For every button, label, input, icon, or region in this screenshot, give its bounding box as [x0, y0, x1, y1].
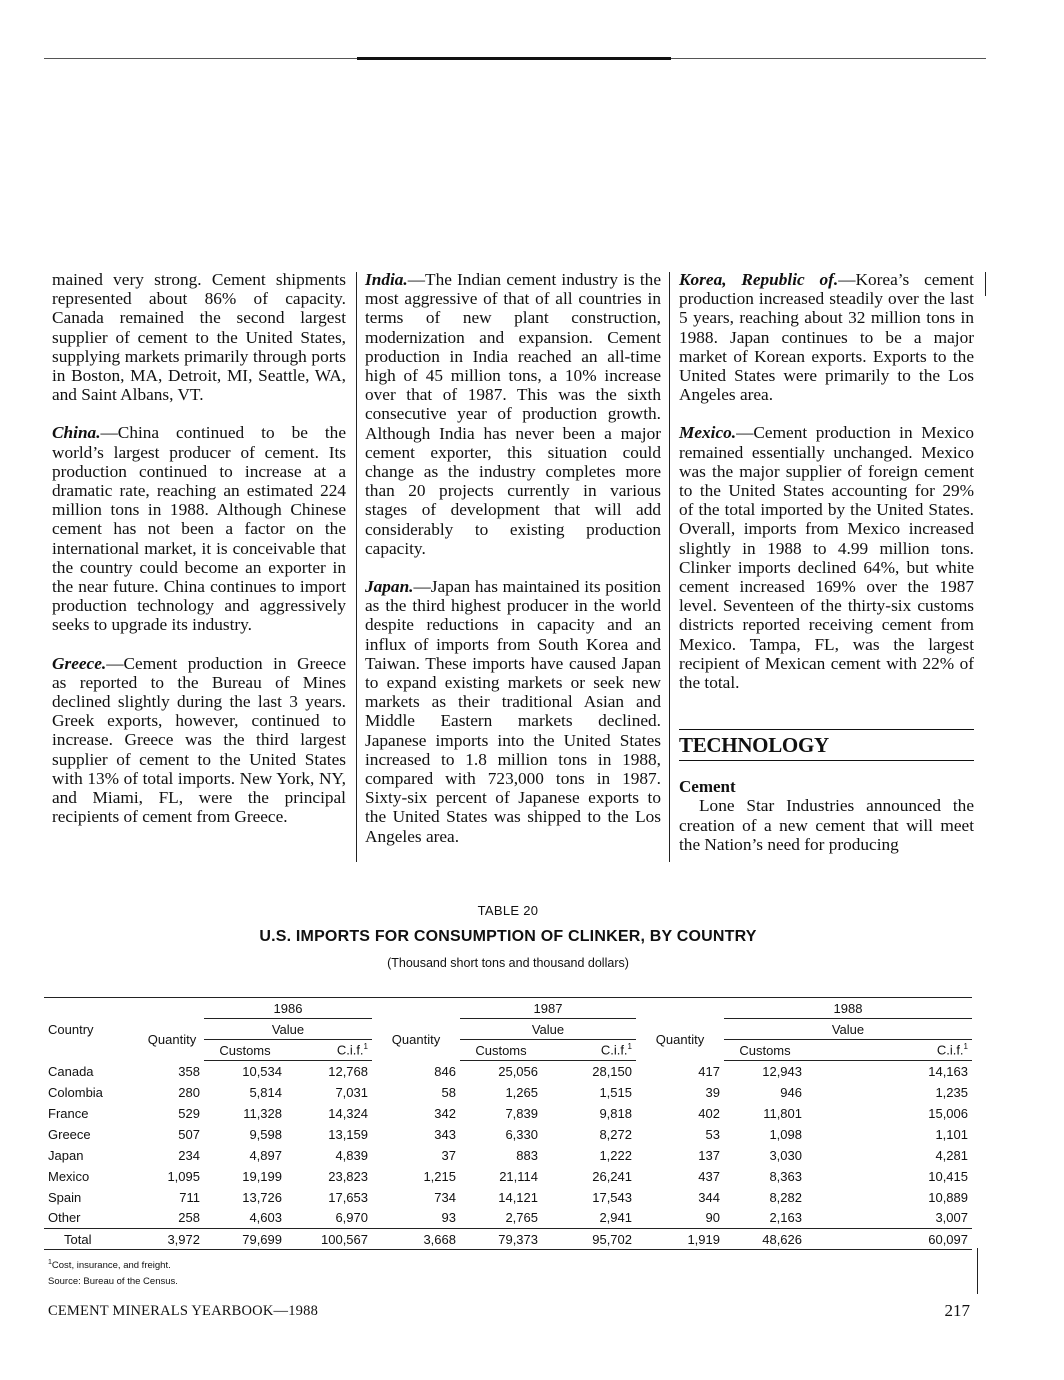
table-row [44, 1208, 972, 1229]
table-cell: 12,943 [762, 1063, 802, 1079]
table-cell: 280 [178, 1084, 200, 1100]
top-rule-accent [357, 57, 671, 60]
china-body: —China continued to be the world’s largest producer of cement. Its production continued to increase at a dramatic rate, reaching an estimated 224 million tons in 1988. Although Chinese cement has not been a factor on the international market, it is conceivable that the country could become an exporter in the near future. China continues to import production technology and aggressively seeks to upgrade its industry. [52, 423, 346, 635]
header-customs-1987: Customs [460, 1040, 542, 1061]
header-value-1987: Value [460, 1019, 636, 1040]
paragraph-canada-continued: mained very strong. Cement shipments represented about 86% of capacity. Canada remained the second largest supplier of cement to the United States, supplying markets primarily through ports in Boston, MA, Detroit, MI, Seattle, WA, and Saint Albans, VT. [52, 270, 346, 405]
table-cell: 10,889 [928, 1189, 968, 1205]
heading-greece: Greece. [52, 653, 107, 673]
table-cell: 39 [705, 1084, 720, 1100]
korea-body: —Korea’s cement production increased steadily over the last 5 years, reaching about 32 million tons in 1988. Japan continues to be a major market of Korean exports. Exports to the United States were primarily to the Los Angeles area. [679, 270, 974, 405]
header-customs-1988: Customs [724, 1040, 806, 1061]
table-cell: 93 [441, 1210, 456, 1226]
table-cell: 1,222 [599, 1147, 632, 1163]
table-cell: 79,373 [460, 1229, 542, 1250]
table-cell: 507 [178, 1126, 200, 1142]
header-row-years [44, 998, 972, 1019]
text-column-1 [52, 270, 346, 826]
country-cell: Other [48, 1210, 81, 1226]
table-cell: 1,235 [935, 1084, 968, 1100]
page-number: 217 [944, 1301, 970, 1320]
table-cell: 2,163 [769, 1210, 802, 1226]
table-source: Source: Bureau of the Census. [48, 1276, 178, 1287]
table-cell: 3,668 [372, 1229, 460, 1250]
table-cell: 53 [705, 1126, 720, 1142]
table-cell: 25,056 [498, 1063, 538, 1079]
table-cell: 15,006 [928, 1105, 968, 1121]
country-cell: Greece [48, 1126, 91, 1142]
mexico-body: —Cement production in Mexico remained essentially unchanged. Mexico was the major supplier of foreign cement to the United States accounting for 29% of the total imported by the United States. Overall, imports from Mexico increased slightly in 1988 to 4.99 million tons. Clinker imports declined 64%, but white cement increased 169% over the 1987 level. Seventeen of the thirty-six customs districts reported receiving cement from Mexico. Tampa, FL, was the largest recipient of Mexican cement with 22% of the total. [679, 423, 974, 693]
header-quantity-1987: Quantity [391, 1032, 441, 1047]
table-cell: 23,823 [328, 1168, 368, 1184]
table-cell: 2,765 [505, 1210, 538, 1226]
table-cell: 734 [434, 1189, 456, 1205]
table-cell: 19,199 [242, 1168, 282, 1184]
header-value-1986: Value [204, 1019, 372, 1040]
text-column-3 [679, 270, 974, 854]
table-cell: 17,653 [328, 1189, 368, 1205]
table-cell: 79,699 [204, 1229, 286, 1250]
table-cell: 13,159 [328, 1126, 368, 1142]
table-body [44, 1061, 972, 1229]
country-cell: Mexico [48, 1168, 90, 1184]
table-cell: 37 [441, 1147, 456, 1163]
table-row [44, 1145, 972, 1166]
table-cell: 17,543 [592, 1189, 632, 1205]
table-cell: 6,970 [335, 1210, 368, 1226]
table-cell: 100,567 [286, 1229, 372, 1250]
table-cell: 529 [178, 1105, 200, 1121]
table-cell: 58 [441, 1084, 456, 1100]
table-cell: 1,095 [167, 1168, 200, 1184]
table-cell: 8,272 [599, 1126, 632, 1142]
table-cell: 358 [178, 1063, 200, 1079]
table-cell: 10,415 [928, 1168, 968, 1184]
table-cell: 343 [434, 1126, 456, 1142]
table-row [44, 1166, 972, 1187]
paragraph-greece [52, 654, 346, 827]
header-customs-1986: Customs [204, 1040, 286, 1061]
paragraph-technology: Lone Star Industries announced the creation of a new cement that will meet the Nation’s need for producing [679, 796, 974, 854]
table-cell: 402 [698, 1105, 720, 1121]
table-cell: 12,768 [328, 1063, 368, 1079]
header-quantity-1988: Quantity [655, 1032, 705, 1047]
table-20 [44, 903, 972, 1247]
table-cell: 2,941 [599, 1210, 632, 1226]
table-cell: 1,919 [636, 1229, 724, 1250]
imports-table [44, 997, 972, 1250]
header-cif-1988: C.i.f.$^1$ [806, 1040, 972, 1061]
table-cell: 437 [698, 1168, 720, 1184]
table-cell: 883 [516, 1147, 538, 1163]
table-cell: 4,897 [249, 1147, 282, 1163]
country-cell: Japan [48, 1147, 84, 1163]
table-cell: 90 [705, 1210, 720, 1226]
paragraph-korea [679, 270, 974, 404]
table-cell: 3,972 [140, 1229, 204, 1250]
header-value-1988: Value [724, 1019, 972, 1040]
japan-body: —Japan has maintained its position as the third highest producer in the world despite reductions in capacity and an influx of imports from South Korea and Taiwan. These imports have caused Japan to expand existing markets or seek new markets as their traditional Asian and Middle Eastern markets declined. Japanese imports into the United States increased to 1.8 million tons in 1988, compared with 723,000 tons in 1987. Sixty-six percent of Japanese exports to the United States was shipped to the Los Angeles area. [365, 577, 661, 846]
table-cell: 14,324 [328, 1105, 368, 1121]
section-title-box [679, 729, 974, 761]
table-cell: 48,626 [724, 1229, 806, 1250]
table-row [44, 1187, 972, 1208]
column-divider-3 [985, 272, 986, 296]
table-cell: 417 [698, 1063, 720, 1079]
table-cell: 1,265 [505, 1084, 538, 1100]
country-cell: France [48, 1105, 89, 1121]
table-cell: 3,007 [935, 1210, 968, 1226]
table-cell: 258 [178, 1210, 200, 1226]
total-label: Total [44, 1229, 140, 1250]
header-quantity-1986: Quantity [147, 1032, 197, 1047]
table-cell: 137 [698, 1147, 720, 1163]
column-divider-1 [356, 272, 357, 862]
table-cell: 1,515 [599, 1084, 632, 1100]
country-cell: Colombia [48, 1084, 103, 1100]
table-cell: 4,281 [935, 1147, 968, 1163]
heading-china: China. [52, 423, 101, 443]
table-cell: 1,215 [423, 1168, 456, 1184]
table-cell: 5,814 [249, 1084, 282, 1100]
table-cell: 6,330 [505, 1126, 538, 1142]
table-cell: 946 [780, 1084, 802, 1100]
paragraph-china [52, 423, 346, 634]
header-year-1986: 1986 [204, 998, 372, 1019]
table-cell: 10,534 [242, 1063, 282, 1079]
table-cell: 7,031 [335, 1084, 368, 1100]
table-cell: 8,363 [769, 1168, 802, 1184]
header-year-1988: 1988 [724, 998, 972, 1019]
table-cell: 234 [178, 1147, 200, 1163]
header-row-value [44, 1019, 972, 1040]
table-right-rule [977, 1248, 978, 1294]
paragraph-japan [365, 577, 661, 846]
table-row [44, 1124, 972, 1145]
table-cell: 846 [434, 1063, 456, 1079]
table-cell: 26,241 [592, 1168, 632, 1184]
running-footer: CEMENT MINERALS YEARBOOK—1988 [48, 1303, 319, 1319]
paragraph-mexico [679, 423, 974, 692]
table-cell: 7,839 [505, 1105, 538, 1121]
table-cell: 14,163 [928, 1063, 968, 1079]
greece-body: —Cement production in Greece as reported to the Bureau of Mines declined slightly during the last 3 years. Greek exports, however, continued to increase. Greece was the third largest supplier of cement to the United States with 13% of total imports. New York, NY, and Miami, FL, were the principal recipients of cement from Greece. [52, 653, 346, 827]
india-body: —The Indian cement industry is the most aggressive of that of all countries in terms of new plant construction, modernization and expansion. Cement production in India reached an all-time high of 45 million tons, a 10% increase over that of 1987. This was the sixth consecutive year of production growth. Although India has never been a major cement exporter, this situation could change as the industry completes more than 20 projects currently in various stages of development that will add considerably to existing production capacity. [365, 270, 661, 558]
table-row [44, 1061, 972, 1082]
section-title: TECHNOLOGY [679, 733, 829, 758]
table-cell: 4,839 [335, 1147, 368, 1163]
table-cell: 711 [179, 1189, 200, 1205]
table-cell: 13,726 [242, 1189, 282, 1205]
table-cell: 8,282 [769, 1189, 802, 1205]
table-cell: 344 [698, 1189, 720, 1205]
table-cell: 9,818 [599, 1105, 632, 1121]
heading-korea: Korea, Republic of. [679, 270, 839, 289]
table-cell: 3,030 [769, 1147, 802, 1163]
table-cell: 21,114 [499, 1168, 538, 1184]
heading-mexico: Mexico. [679, 423, 737, 443]
table-cell: 14,121 [498, 1189, 538, 1205]
table-cell: 95,702 [542, 1229, 636, 1250]
table-row [44, 1103, 972, 1124]
table-cell: 1,098 [769, 1126, 802, 1142]
heading-japan: Japan. [365, 577, 414, 597]
table-cell: 4,603 [249, 1210, 282, 1226]
table-cell: 28,150 [592, 1063, 632, 1079]
table-title: U.S. IMPORTS FOR CONSUMPTION OF CLINKER, BY COUNTRY [259, 928, 757, 945]
table-label: TABLE 20 [477, 903, 539, 918]
header-cif-1986: C.i.f.$^1$ [286, 1040, 372, 1061]
column-divider-2 [669, 272, 670, 862]
header-year-1987: 1987 [460, 998, 636, 1019]
text-column-2 [365, 270, 661, 846]
table-footnote: $^1$Cost, insurance, and freight. [48, 1259, 171, 1272]
table-cell: 11,801 [763, 1105, 802, 1121]
header-cif-1987: C.i.f.$^1$ [542, 1040, 636, 1061]
header-country: Country [44, 998, 140, 1061]
table-cell: 342 [434, 1105, 456, 1121]
country-cell: Canada [48, 1063, 94, 1079]
heading-india: India. [365, 270, 408, 289]
table-subtitle: (Thousand short tons and thousand dollars) [387, 956, 629, 970]
table-row-total [44, 1229, 972, 1250]
country-cell: Spain [48, 1189, 82, 1205]
table-cell: 1,101 [935, 1126, 968, 1142]
table-cell: 11,328 [243, 1105, 282, 1121]
paragraph-india [365, 270, 661, 558]
table-row [44, 1082, 972, 1103]
table-cell: 60,097 [806, 1229, 972, 1250]
table-cell: 9,598 [249, 1126, 282, 1142]
subhead-cement: Cement [679, 777, 736, 797]
